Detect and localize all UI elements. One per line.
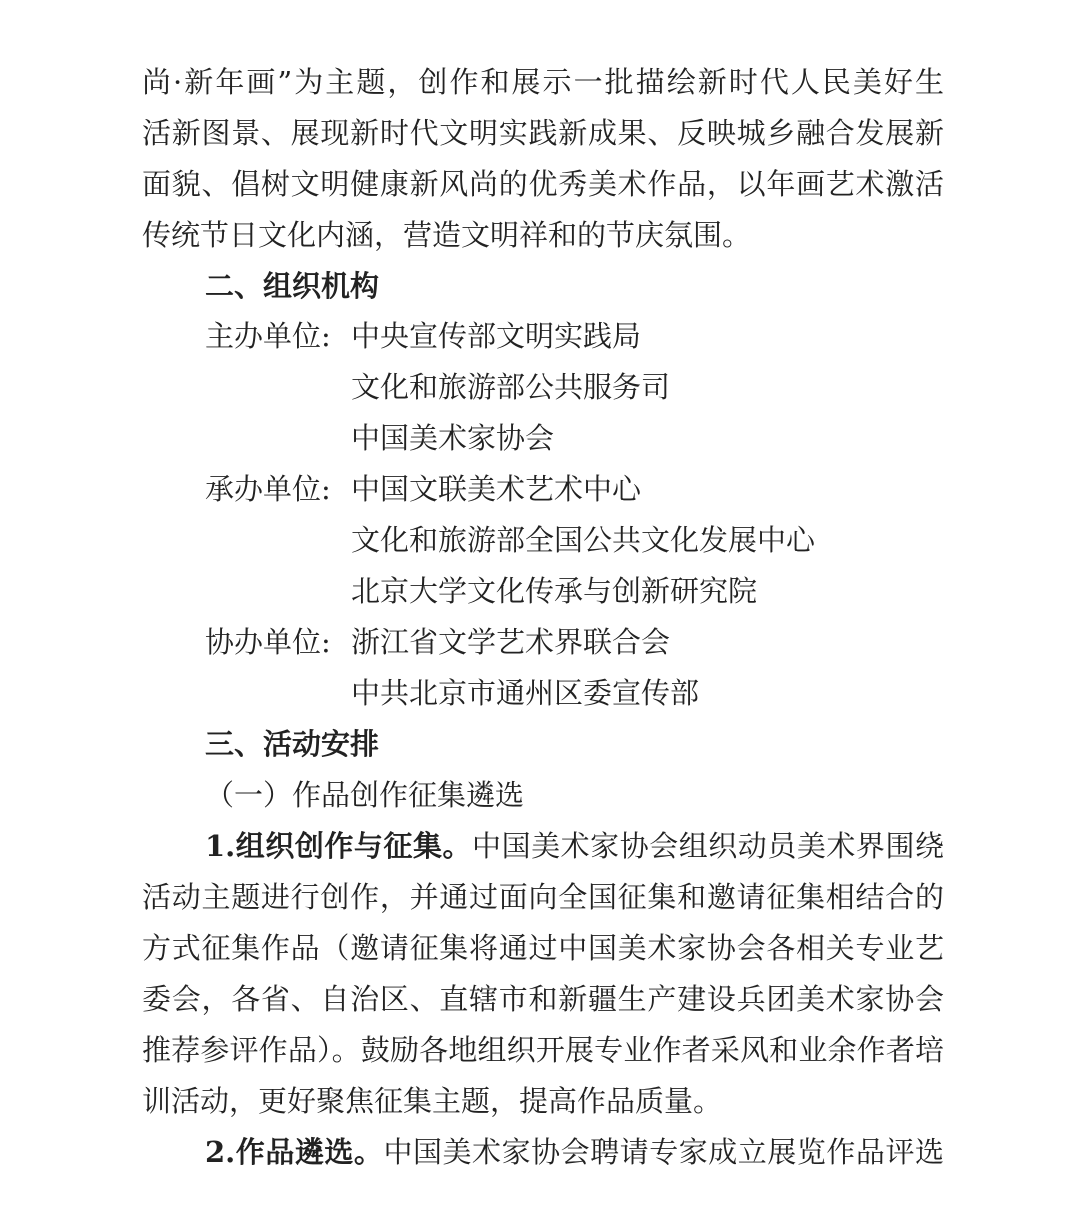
item2-first-line-rest: 中国美术家协会聘请专家成立展览作品评选 [383, 1135, 944, 1169]
item1-line-2: 活动主题进行创作，并通过面向全国征集和邀请征集相结合的 [142, 880, 944, 914]
item1-line-3: 方式征集作品（邀请征集将通过中国美术家协会各相关专业艺 [142, 931, 944, 965]
item1-line-5: 推荐参评作品）。鼓励各地组织开展专业作者采风和业余作者培 [142, 1033, 944, 1067]
co-organizer-name-2: 中共北京市通州区委宣传部 [351, 676, 700, 710]
organizer-name-3: 北京大学文化传承与创新研究院 [351, 574, 758, 608]
item1-first-line-rest: 中国美术家协会组织动员美术界围绕 [472, 829, 944, 863]
co-organizer-label: 协办单位: [205, 625, 331, 659]
host-label: 主办单位: [205, 319, 331, 353]
intro-line-3: 面貌、倡树文明健康新风尚的优秀美术作品，以年画艺术激活 [142, 167, 944, 201]
item1-line-6: 训活动，更好聚焦征集主题，提高作品质量。 [142, 1084, 723, 1118]
item2-first-line [205, 1132, 944, 1172]
intro-line-2: 活新图景、展现新时代文明实践新成果、反映城乡融合发展新 [142, 116, 944, 150]
subsection-heading-collection: （一）作品创作征集遴选 [205, 778, 525, 812]
host-name-1: 中央宣传部文明实践局 [351, 319, 642, 353]
section-heading-organization: 二、组织机构 [205, 269, 380, 303]
section-heading-activities: 三、活动安排 [205, 727, 380, 761]
item1-line-4: 委会，各省、自治区、直辖市和新疆生产建设兵团美术家协会 [142, 982, 944, 1016]
co-organizer-name-1: 浙江省文学艺术界联合会 [351, 625, 671, 659]
intro-line-1: 尚·新年画”为主题，创作和展示一批描绘新时代人民美好生 [142, 65, 944, 99]
host-name-3: 中国美术家协会 [351, 421, 555, 455]
item1-first-line [205, 826, 944, 866]
organizer-name-2: 文化和旅游部全国公共文化发展中心 [351, 523, 816, 557]
organizer-label: 承办单位: [205, 472, 331, 506]
item2-lead: 2.作品遴选。 [205, 1135, 384, 1169]
item1-lead: 1.组织创作与征集。 [205, 829, 473, 863]
intro-line-4: 传统节日文化内涵，营造文明祥和的节庆氛围。 [142, 218, 752, 252]
organizer-name-1: 中国文联美术艺术中心 [351, 472, 642, 506]
host-name-2: 文化和旅游部公共服务司 [351, 370, 671, 404]
